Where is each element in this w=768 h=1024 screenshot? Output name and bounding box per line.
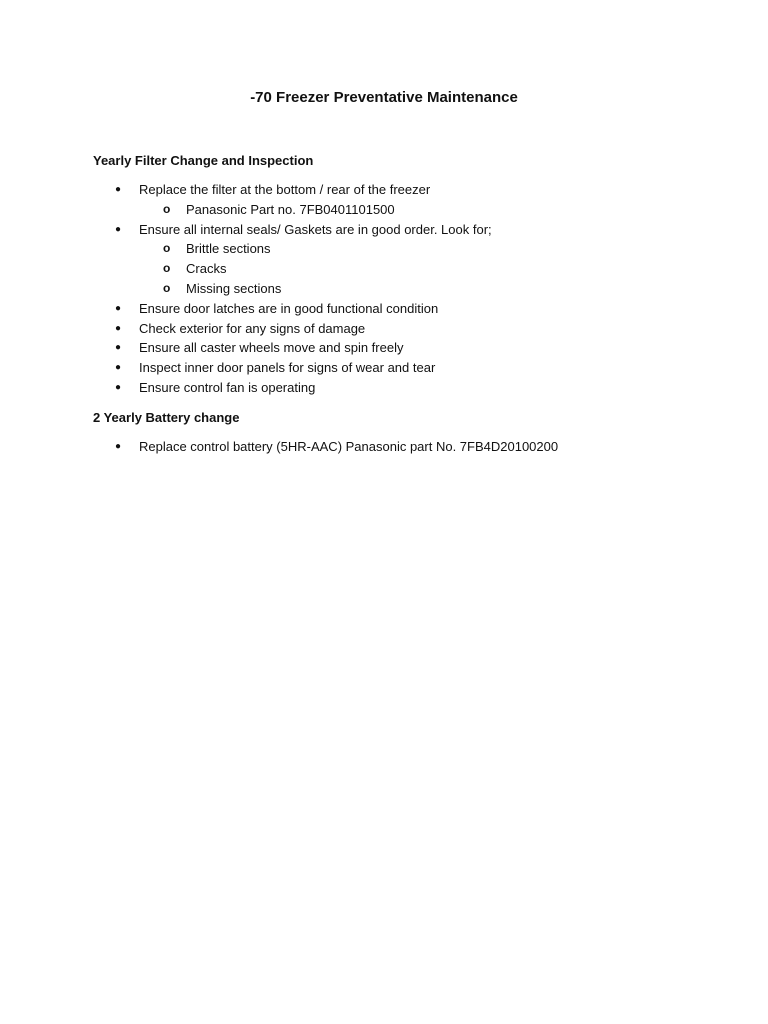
sub-list-item-text: Brittle sections [186, 241, 271, 257]
sub-list-item-text: Panasonic Part no. 7FB0401101500 [186, 201, 395, 217]
bullet-icon: ● [115, 381, 122, 393]
list-item-text: Ensure all internal seals/ Gaskets are in good order. Look for; [139, 221, 492, 237]
bullet-icon: ● [115, 322, 122, 334]
page-title: -70 Freezer Preventative Maintenance [250, 89, 518, 106]
bullet-icon: ● [115, 362, 122, 374]
bullet-icon: ● [115, 302, 122, 314]
bullet-icon: ● [115, 342, 122, 354]
sub-list-item-text: Cracks [186, 261, 227, 277]
list-item-text: Ensure control fan is operating [139, 379, 316, 395]
section-heading-battery-change: 2 Yearly Battery change [93, 410, 240, 425]
bullet-icon: ● [115, 223, 122, 235]
section-heading-yearly-filter: Yearly Filter Change and Inspection [93, 153, 314, 168]
sub-bullet-icon: o [163, 201, 171, 216]
list-item-text: Replace control battery (5HR-AAC) Panasonic part No. 7FB4D20100200 [139, 439, 559, 454]
sub-bullet-icon: o [163, 241, 171, 256]
list-item-text: Inspect inner door panels for signs of wear and tear [139, 360, 436, 376]
bullet-icon: ● [115, 441, 122, 452]
bullet-icon: ● [115, 184, 122, 195]
sub-bullet-icon: o [163, 280, 171, 295]
list-item-text: Check exterior for any signs of damage [139, 320, 366, 336]
sub-bullet-icon: o [163, 261, 171, 276]
sub-list-item-text: Missing sections [186, 280, 282, 296]
list-item-text: Ensure all caster wheels move and spin freely [139, 340, 404, 356]
list-item-text: Replace the filter at the bottom / rear of the freezer [139, 182, 431, 197]
list-item-text: Ensure door latches are in good functional condition [139, 300, 439, 316]
